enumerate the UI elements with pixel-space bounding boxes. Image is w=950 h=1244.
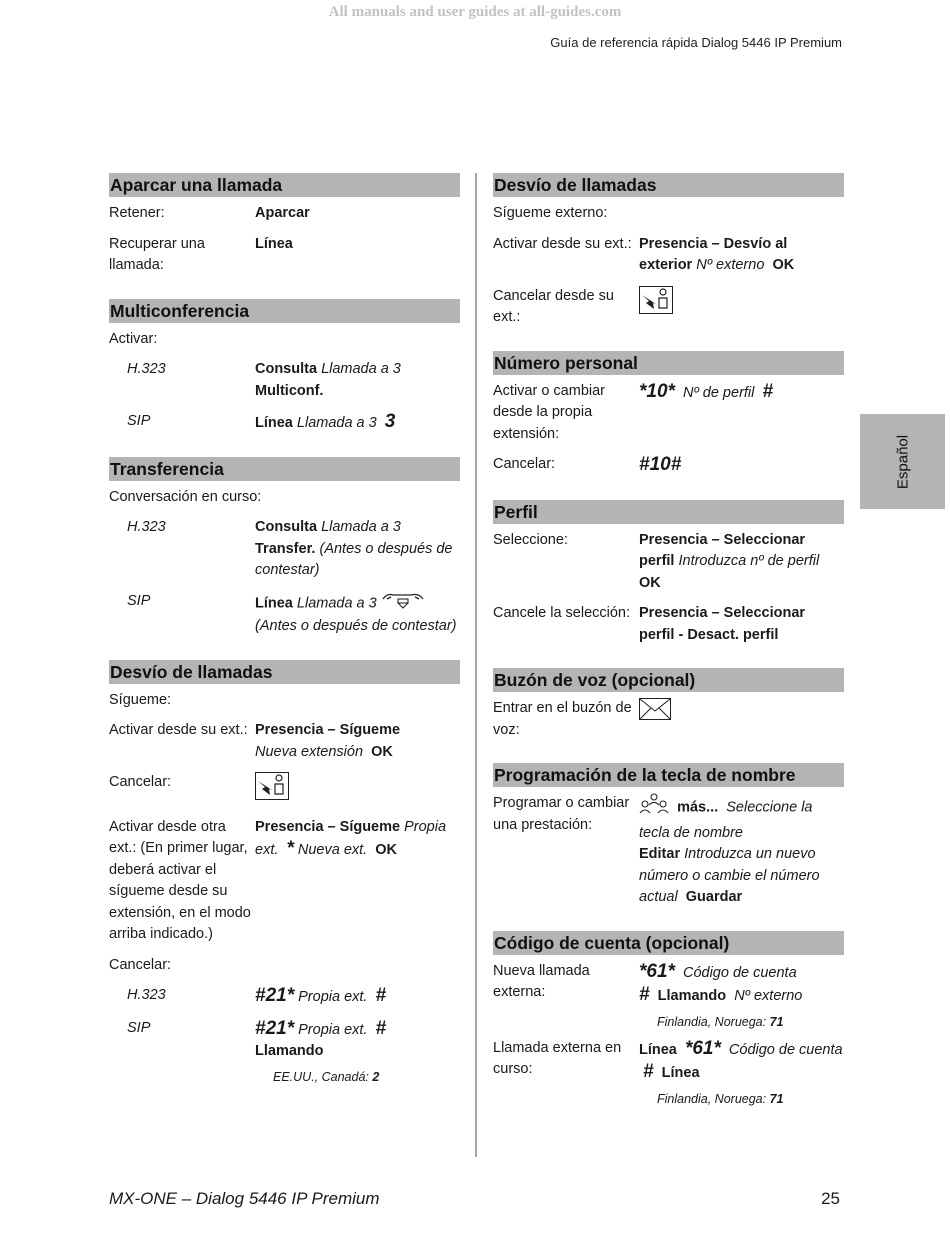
section-title: Transferencia <box>109 457 460 481</box>
value <box>639 698 844 741</box>
row-cancel <box>493 454 844 478</box>
key: OK <box>371 743 393 760</box>
value <box>639 381 844 446</box>
label: Seleccione: <box>493 531 568 548</box>
row-cancel-2 <box>109 955 460 977</box>
value: Línea <box>255 235 293 252</box>
text: Código de cuenta <box>728 1041 843 1058</box>
row-sip <box>109 1018 460 1063</box>
footnote-value: 71 <box>769 1091 784 1106</box>
diversion-key-icon <box>639 286 673 322</box>
key: OK <box>639 574 661 591</box>
text: Nº de perfil <box>682 384 755 401</box>
row-h323 <box>109 517 460 582</box>
value <box>639 603 844 646</box>
section-title: Desvío de llamadas <box>493 173 844 197</box>
row-h323 <box>109 359 460 402</box>
label: Recuperar una llamada: <box>109 235 205 273</box>
row-ongoing-call <box>493 1038 844 1085</box>
label: Programar o cambiar una prestación: <box>493 795 630 833</box>
section-account-code <box>493 931 844 1106</box>
row-retrieve <box>109 234 460 277</box>
text: Llamada a 3 <box>296 415 377 431</box>
right-column <box>493 173 844 1128</box>
section-park-call <box>109 173 460 277</box>
value: Aparcar <box>255 205 310 221</box>
footnote <box>109 1070 460 1084</box>
value <box>255 517 460 582</box>
label: Llamada externa en curso: <box>493 1039 622 1077</box>
label: Activar desde su ext.: <box>493 235 632 252</box>
footnote-text: Finlandia, Noruega: <box>657 1091 767 1106</box>
section-title: Buzón de voz (opcional) <box>493 668 844 692</box>
footnote-text: EE.UU., Canadá: <box>273 1069 369 1084</box>
row-program <box>493 793 844 909</box>
row-sip <box>109 411 460 435</box>
key: Presencia – Seleccionar perfil - Desact. perfil <box>639 605 806 643</box>
label: H.323 <box>127 987 166 1003</box>
row-cancel <box>493 286 844 329</box>
digit-key: 3 <box>384 411 396 432</box>
row-enter <box>493 698 844 741</box>
section-title: Perfil <box>493 500 844 524</box>
section-voicemail <box>493 668 844 741</box>
key: Línea <box>639 1041 677 1058</box>
key: Presencia – Sígueme <box>255 722 401 738</box>
key: Guardar <box>685 889 743 905</box>
section-title: Número personal <box>493 351 844 375</box>
value <box>255 1018 460 1063</box>
value <box>255 591 460 638</box>
value <box>639 961 844 1008</box>
row-follow-me <box>109 690 460 712</box>
label: Conversación en curso: <box>109 488 262 505</box>
value <box>639 454 844 478</box>
footer-title: MX-ONE – Dialog 5446 IP Premium <box>109 1189 380 1208</box>
language-tab-label: Español <box>894 434 911 489</box>
column-divider <box>475 173 477 1157</box>
label: Cancelar desde su ext.: <box>493 287 614 325</box>
text: Introduzca nº de perfil <box>678 553 820 569</box>
key: Presencia – Desvío al exterior <box>639 235 788 273</box>
people-icon <box>639 793 669 823</box>
key: Llamando <box>255 1043 324 1059</box>
label: Activar desde su ext.: <box>109 722 248 738</box>
value <box>639 530 844 595</box>
section-personal-number <box>493 351 844 478</box>
hash-key: # <box>643 1061 654 1082</box>
code-keys: *61* <box>639 960 675 982</box>
section-transfer <box>109 457 460 638</box>
value <box>255 985 460 1009</box>
key: más... <box>677 799 719 816</box>
hash-key: # <box>639 984 650 1005</box>
text: Llamada a 3 <box>296 595 377 612</box>
row-in-call <box>109 487 460 509</box>
section-title: Multiconferencia <box>109 299 460 323</box>
text: (Antes o después de contestar) <box>255 540 453 578</box>
key: Consulta <box>255 519 318 535</box>
footnote-value: 2 <box>372 1069 380 1084</box>
text: Propia ext. <box>298 1021 368 1038</box>
key: Línea <box>255 415 293 431</box>
footnote-value: 71 <box>769 1014 784 1029</box>
code-keys: #21* <box>255 985 295 1006</box>
section-multiconference <box>109 299 460 435</box>
value <box>639 1038 844 1085</box>
footnote <box>493 1092 844 1106</box>
value <box>639 234 844 277</box>
envelope-icon <box>639 698 671 728</box>
text: Seleccione la tecla de nombre <box>639 799 813 841</box>
label: Entrar en el buzón de voz: <box>493 700 632 738</box>
section-title: Aparcar una llamada <box>109 173 460 197</box>
hash-key: # <box>375 985 387 1006</box>
language-tab[interactable] <box>860 414 945 509</box>
label: Activar o cambiar desde la propia extensión: <box>493 382 606 442</box>
text: (Antes o después de contestar) <box>255 618 457 634</box>
page-number: 25 <box>821 1189 840 1208</box>
label: Sígueme externo: <box>493 205 608 221</box>
row-activate-own <box>109 720 460 763</box>
key: Editar <box>639 846 681 862</box>
row-activate <box>109 329 460 351</box>
value <box>255 817 460 946</box>
row-cancel <box>109 772 460 808</box>
label: Nueva llamada externa: <box>493 962 590 1000</box>
row-activate-other <box>109 817 460 946</box>
key: Transfer. <box>255 540 316 557</box>
section-name-key <box>493 763 844 909</box>
key: Multiconf. <box>255 382 324 399</box>
text: Introduzca un nuevo número o cambie el número actual <box>639 846 820 905</box>
label: Cancele la selección: <box>493 605 631 621</box>
row-sip <box>109 591 460 638</box>
section-call-diversion <box>109 660 460 1084</box>
value <box>255 720 460 763</box>
footnote <box>493 1015 844 1029</box>
text: Propia ext. <box>298 989 368 1005</box>
label: SIP <box>127 413 151 429</box>
row-new-call <box>493 961 844 1008</box>
key: Presencia – Sígueme <box>255 818 401 835</box>
key: OK <box>375 842 398 858</box>
text: Nueva extensión <box>255 743 364 760</box>
label: Cancelar: <box>109 956 172 973</box>
value <box>255 772 460 808</box>
label: H.323 <box>127 519 166 535</box>
key: Línea <box>255 595 293 612</box>
section-title: Programación de la tecla de nombre <box>493 763 844 787</box>
value <box>639 286 844 329</box>
running-head: Guía de referencia rápida Dialog 5446 IP Premium <box>550 35 842 50</box>
label: Activar: <box>109 330 158 347</box>
label: SIP <box>127 1019 151 1036</box>
row-cancel <box>493 603 844 646</box>
watermark: All manuals and user guides at all-guides.com <box>328 4 622 20</box>
code-keys: *61* <box>684 1037 721 1059</box>
value <box>639 793 844 909</box>
value <box>255 359 460 402</box>
row-hold <box>109 203 460 225</box>
text: Llamada a 3 <box>321 519 401 535</box>
hash-key: # <box>375 1017 387 1039</box>
label: SIP <box>127 592 151 609</box>
section-external-diversion <box>493 173 844 329</box>
label: Activar desde otra ext.: (En primer lugar, deberá activar el sígueme desde su extensión, en el modo arriba indicado.) <box>109 818 251 942</box>
row-h323 <box>109 985 460 1009</box>
key: Consulta <box>255 361 318 377</box>
key: Línea <box>661 1065 700 1081</box>
key: OK <box>772 257 795 273</box>
row-activate <box>493 234 844 277</box>
row-select <box>493 530 844 595</box>
code-keys: *10* <box>639 380 675 402</box>
text: Llamada a 3 <box>321 361 401 377</box>
handset-hook-icon <box>381 591 425 617</box>
label: Retener: <box>109 205 165 221</box>
row-activate <box>493 381 844 446</box>
text: Propia ext. <box>255 818 447 858</box>
label: Cancelar: <box>493 456 556 472</box>
label: H.323 <box>127 361 166 377</box>
text: Nueva ext. <box>297 842 368 858</box>
key: Presencia – Seleccionar perfil <box>639 531 806 569</box>
footnote-text: Finlandia, Noruega: <box>657 1014 767 1029</box>
code-keys: #10# <box>639 454 682 475</box>
left-column <box>109 173 460 1106</box>
text: Nº externo <box>734 988 803 1004</box>
section-profile <box>493 500 844 647</box>
section-title: Código de cuenta (opcional) <box>493 931 844 955</box>
label: Sígueme: <box>109 691 172 708</box>
text: Código de cuenta <box>682 964 797 981</box>
key: Llamando <box>657 988 727 1004</box>
value <box>255 411 460 435</box>
code-keys: #21* <box>255 1017 295 1039</box>
diversion-key-icon <box>255 772 289 808</box>
star-key: * <box>286 838 294 859</box>
text: Nº externo <box>696 257 765 273</box>
section-title: Desvío de llamadas <box>109 660 460 684</box>
label: Cancelar: <box>109 774 172 790</box>
row-follow-ext <box>493 203 844 225</box>
hash-key: # <box>762 380 774 402</box>
